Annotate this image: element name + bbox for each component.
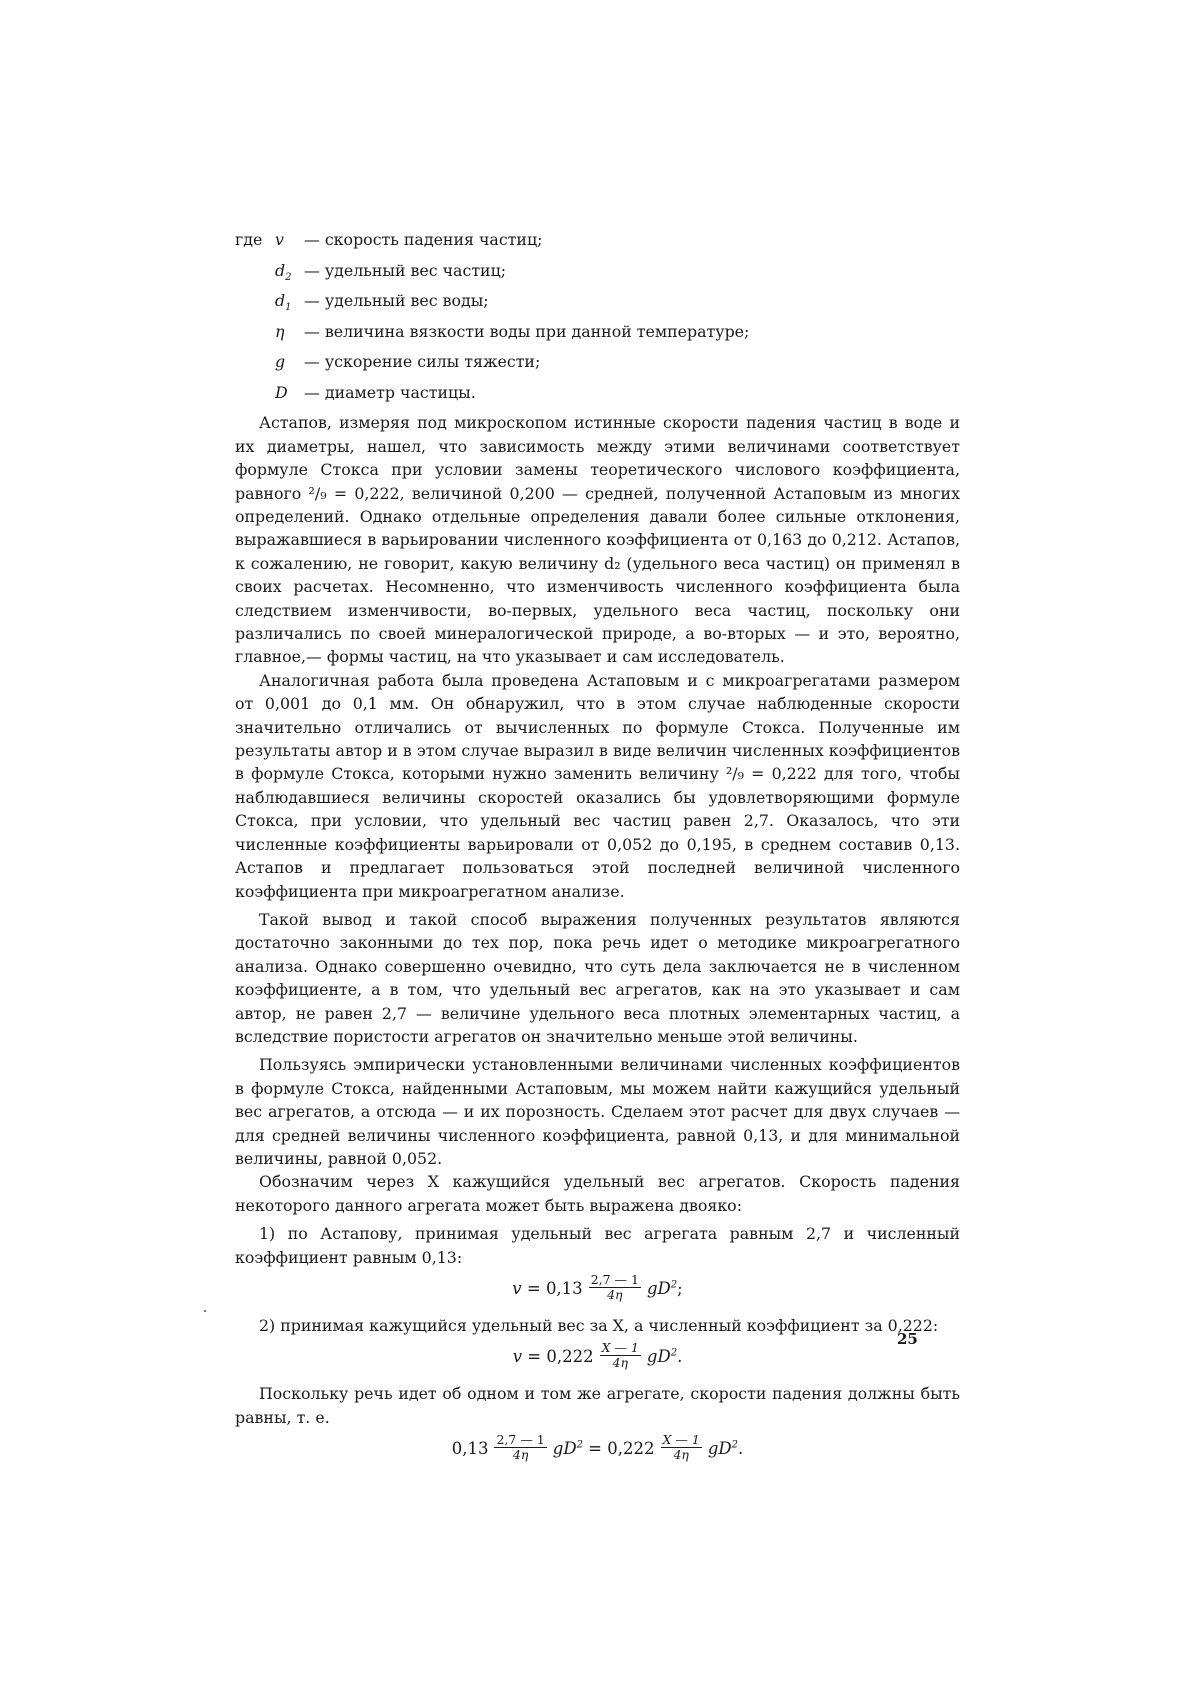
legend-row: [235, 289, 960, 320]
legend-row: [235, 320, 960, 351]
legend-row: [235, 350, 960, 381]
legend-row: [235, 259, 960, 290]
paragraph: 2) принимая кажущийся удельный вес за X, а численный коэффициент за 0,222:: [259, 1316, 939, 1335]
scan-speck: [204, 1310, 206, 1312]
legend-symbol: $d_2$: [275, 260, 292, 283]
legend-text: — скорость падения частиц;: [299, 230, 543, 249]
paragraph: Поскольку речь идет об одном и том же агрегате, скорости падения должны быть равны, т. е.: [235, 1384, 960, 1427]
formula-3: 0,13 $\frac{2,7 — 1}{4\eta}$ $gD^2 = 0,222$ $\frac{X — 1}{4\eta}$ $gD^2$.: [451, 1432, 744, 1463]
legend-text: — удельный вес частиц;: [299, 260, 507, 280]
paragraph: Обозначим через X кажущийся удельный вес агрегатов. Скорость падения некоторого данного агрегата может быть выражена двояко:: [235, 1172, 960, 1215]
formula-1: v = 0,13 $\frac{2,7 — 1}{4\eta}$ $gD^2$;: [512, 1272, 683, 1302]
paragraph: Астапов, измеряя под микроскопом истинные скорости падения частиц в воде и их диаметры, нашел, что зависимость между этими величинами соответствует формуле Стокса при условии замены теоретического числового коэффициента, равного ²/₉ = 0,222, величиной 0,200 — средней, полученной Астаповым из многих определений. Однако отдельные определения давали более сильные отклонения, выражавшиеся в варьировании численного коэффициента от 0,163 до 0,212. Астапов, к сожалению, не говорит, какую величину d₂ (удельного веса частиц) он применял в своих расчетах. Несомненно, что изменчивость численного коэффициента была следствием изменчивости, во-первых, удельного веса частиц, поскольку они различались по своей минералогической природе, а во-вторых — и это, вероятно, главное,— формы частиц, на что указывает и сам исследователь.: [235, 413, 960, 667]
legend-text: — удельный вес воды;: [299, 291, 489, 311]
legend-symbol: D: [275, 382, 288, 402]
legend-symbol: $d_1$: [275, 291, 292, 314]
paragraph: 1) по Астапову, принимая удельный вес агрегата равным 2,7 и численный коэффициент равным 0,13:: [235, 1224, 960, 1267]
legend-text: — ускорение силы тяжести;: [299, 352, 541, 372]
page-number: 25: [897, 1330, 918, 1348]
legend-row: [235, 228, 960, 259]
fraction: $\frac{X — 1}{4\eta}$: [601, 1340, 639, 1371]
text-column: [235, 228, 960, 1474]
legend-symbol: η: [275, 321, 285, 341]
legend-text: — величина вязкости воды при данной температуре;: [299, 321, 750, 341]
fraction: $\frac{2,7 — 1}{4\eta}$: [496, 1432, 545, 1463]
fraction: $\frac{X — 1}{4\eta}$: [662, 1432, 700, 1463]
paragraph: Пользуясь эмпирически установленными величинами численных коэффициентов в формуле Стокса, найденными Астаповым, мы можем найти кажущийся удельный вес агрегатов, а отсюда — и их порозность. Сделаем этот расчет для двух случаев — для средней величины численного коэффициента, равной 0,13, и для минимальной величины, равной 0,052.: [235, 1055, 960, 1168]
formula-2: v = 0,222 $\frac{X — 1}{4\eta}$ $gD^2$.: [512, 1340, 683, 1371]
legend-symbol: v: [275, 230, 284, 249]
fraction: $\frac{2,7 — 1}{4\eta}$: [590, 1272, 639, 1302]
legend-row: [235, 381, 960, 412]
legend-text: — диаметр частицы.: [299, 382, 476, 402]
legend-prefix: где: [235, 230, 263, 249]
paragraph: Аналогичная работа была проведена Астаповым и с микроагрегатами размером от 0,001 до 0,1 мм. Он обнаружил, что в этом случае наблюденные скорости значительно отличались от вычисленных по формуле Стокса. Полученные им результаты автор и в этом случае выразил в виде величин численных коэффициентов в формуле Стокса, которыми нужно заменить величину ²/₉ = 0,222 для того, чтобы наблюдавшиеся величины скоростей оказались бы удовлетворяющими формуле Стокса, при условии, что удельный вес частиц равен 2,7. Оказалось, что эти численные коэффициенты варьировали от 0,052 до 0,195, в среднем составив 0,13. Астапов и предлагает пользоваться этой последней величиной численного коэффициента при микроагрегатном анализе.: [235, 670, 960, 901]
paragraph: Такой вывод и такой способ выражения полученных результатов являются достаточно законными до тех пор, пока речь идет о методике микроагрегатного анализа. Однако совершенно очевидно, что суть дела заключается не в численном коэффициенте, а в том, что удельный вес агрегатов, как на это указывает и сам автор, не равен 2,7 — величине удельного веса плотных элементарных частиц, а вследствие пористости агрегатов он значительно меньше этой величины.: [235, 909, 960, 1046]
legend-symbol: g: [275, 352, 286, 372]
